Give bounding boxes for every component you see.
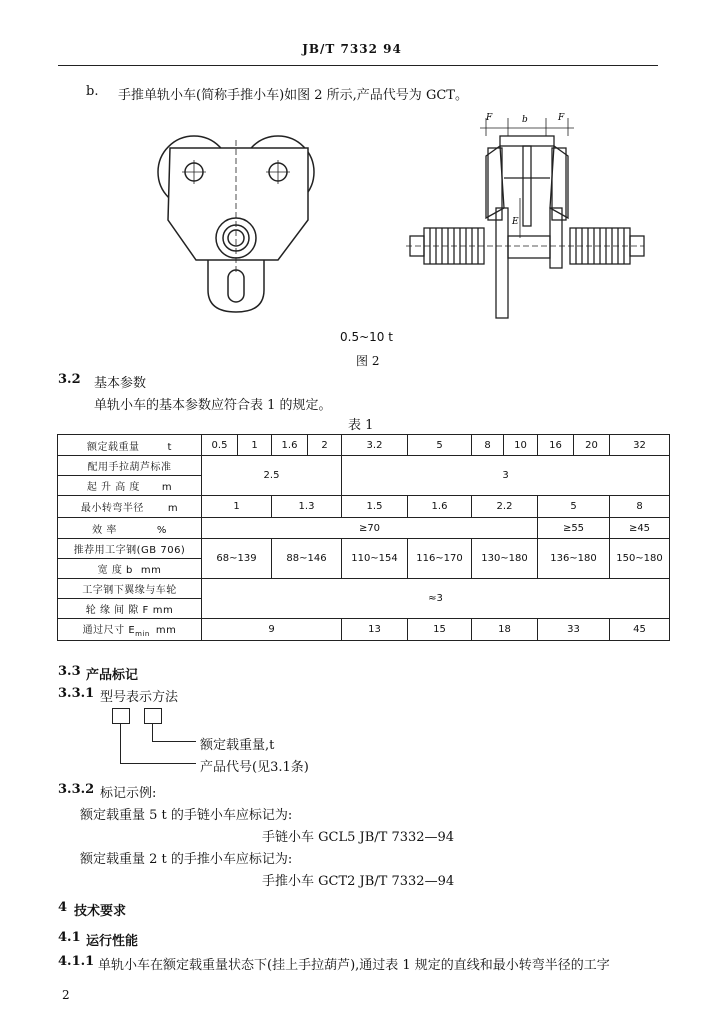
- load-cell: 3.2: [342, 435, 408, 456]
- clearance-cell: 33: [538, 619, 610, 641]
- sec-4-1-1-text: 单轨小车在额定载重量状态下(挂上手拉葫芦),通过表 1 规定的直线和最小转弯半径的工字: [98, 958, 610, 973]
- beam-label-1: 推荐用工字钢(GB 706): [58, 539, 202, 559]
- radius-cell: 1.3: [272, 496, 342, 518]
- efficiency-cell: ≥55: [538, 518, 610, 539]
- efficiency-unit: %: [156, 524, 167, 536]
- clearance-cell: 18: [472, 619, 538, 641]
- beam-cell: 88~146: [272, 539, 342, 579]
- beam-unit: mm: [140, 565, 162, 576]
- beam-label-2: 宽 度 b: [97, 565, 133, 576]
- example-1-mark: 手链小车 GCL5 JB/T 7332—94: [262, 830, 455, 845]
- hoist-label-2: 起 升 高 度: [86, 482, 140, 493]
- leader-line: [152, 741, 196, 742]
- sec-3-3-2-title: 标记示例:: [100, 786, 157, 801]
- dim-F-left: F: [486, 113, 493, 123]
- header-rule: [58, 65, 658, 66]
- clearance-unit: mm: [155, 625, 177, 636]
- row-gap-1: [58, 579, 670, 599]
- beam-cell: 116~170: [408, 539, 472, 579]
- leader-line: [152, 724, 153, 742]
- load-cell: 32: [610, 435, 670, 456]
- radius-cell: 1: [202, 496, 272, 518]
- sec-4-1-1-num: 4.1.1: [58, 954, 95, 969]
- efficiency-cell: ≥45: [610, 518, 670, 539]
- hoist-unit: m: [161, 482, 173, 493]
- rated-load-unit: t: [167, 441, 172, 453]
- radius-cell: 2.2: [472, 496, 538, 518]
- load-cell: 5: [408, 435, 472, 456]
- gap-label-2: 轮 缘 间 隙 F: [85, 605, 149, 616]
- sec-3-2-body: 单轨小车的基本参数应符合表 1 的规定。: [94, 398, 332, 413]
- table-title: 表 1: [348, 418, 374, 433]
- efficiency-label: 效 率: [92, 524, 117, 536]
- dim-E: E: [512, 217, 519, 227]
- sec-4-1-title: 运行性能: [86, 934, 139, 949]
- load-cell: 0.5: [202, 435, 238, 456]
- example-2-text: 额定载重量 2 t 的手推小车应标记为:: [80, 852, 293, 867]
- model-legend-load: 额定载重量,t: [200, 738, 275, 753]
- document-header: JB/T 7332 94: [302, 42, 402, 56]
- example-1-text: 额定载重量 5 t 的手链小车应标记为:: [80, 808, 293, 823]
- sec-3-3-1-num: 3.3.1: [58, 686, 95, 701]
- clearance-cell: 13: [342, 619, 408, 641]
- example-2-mark: 手推小车 GCT2 JB/T 7332—94: [262, 874, 455, 889]
- load-cell: 10: [504, 435, 538, 456]
- load-cell: 1.6: [272, 435, 308, 456]
- load-cell: 8: [472, 435, 504, 456]
- model-legend-code: 产品代号(见3.1条): [200, 760, 309, 775]
- trolley-front-view-drawing: [148, 120, 328, 320]
- figure-caption: 图 2: [356, 354, 380, 368]
- trolley-side-view-drawing: [400, 108, 650, 323]
- clearance-label: 通过尺寸 E: [82, 625, 136, 636]
- beam-cell: 136~180: [538, 539, 610, 579]
- sec-3-3-1-title: 型号表示方法: [100, 690, 179, 705]
- radius-cell: 8: [610, 496, 670, 518]
- sec-3-3-num: 3.3: [58, 664, 81, 679]
- row-rated-load: [58, 435, 670, 456]
- sec-3-3-2-num: 3.3.2: [58, 782, 95, 797]
- dim-F-right: F: [558, 113, 565, 123]
- gap-cell: ≈3: [202, 579, 670, 619]
- sec-4-title: 技术要求: [74, 904, 127, 919]
- beam-cell: 150~180: [610, 539, 670, 579]
- sec-3-2-title: 基本参数: [94, 376, 147, 391]
- parameter-table: [57, 434, 670, 641]
- load-cell: 2: [308, 435, 342, 456]
- leader-line: [120, 724, 121, 764]
- sec-4-num: 4: [58, 900, 68, 915]
- clearance-cell: 9: [202, 619, 342, 641]
- load-cell: 1: [238, 435, 272, 456]
- clearance-cell: 45: [610, 619, 670, 641]
- efficiency-cell: ≥70: [202, 518, 538, 539]
- page-number: 2: [62, 988, 70, 1002]
- item-b-letter: b.: [86, 84, 99, 99]
- dim-b: b: [522, 115, 528, 125]
- beam-cell: 68~139: [202, 539, 272, 579]
- gap-unit: mm: [152, 605, 174, 616]
- row-hoist-height-1: [58, 456, 670, 476]
- sec-3-3-title: 产品标记: [86, 668, 139, 683]
- beam-cell: 130~180: [472, 539, 538, 579]
- radius-cell: 1.5: [342, 496, 408, 518]
- sec-4-1-num: 4.1: [58, 930, 81, 945]
- radius-label: 最小转弯半径: [80, 503, 144, 514]
- clearance-cell: 15: [408, 619, 472, 641]
- sec-3-2-num: 3.2: [58, 372, 81, 387]
- gap-label-1: 工字钢下翼缘与车轮: [58, 579, 202, 599]
- load-cell: 20: [574, 435, 610, 456]
- radius-unit: m: [167, 503, 179, 514]
- figure-load-range: 0.5~10 t: [340, 330, 393, 344]
- radius-cell: 1.6: [408, 496, 472, 518]
- load-cell: 16: [538, 435, 574, 456]
- item-b-text: 手推单轨小车(简称手推小车)如图 2 所示,产品代号为 GCT。: [118, 88, 468, 103]
- model-box-rated-load: [144, 708, 162, 724]
- hoist-cell: 2.5: [202, 456, 342, 496]
- row-min-radius: [58, 496, 670, 518]
- clearance-sub: min: [135, 630, 150, 638]
- radius-cell: 5: [538, 496, 610, 518]
- row-efficiency: [58, 518, 670, 539]
- hoist-label-1: 配用手拉葫芦标准: [58, 456, 202, 476]
- beam-cell: 110~154: [342, 539, 408, 579]
- hoist-cell: 3: [342, 456, 670, 496]
- row-beam-1: [58, 539, 670, 559]
- row-clearance: [58, 619, 670, 641]
- model-box-product-code: [112, 708, 130, 724]
- leader-line: [120, 763, 196, 764]
- rated-load-label: 额定载重量: [87, 441, 140, 453]
